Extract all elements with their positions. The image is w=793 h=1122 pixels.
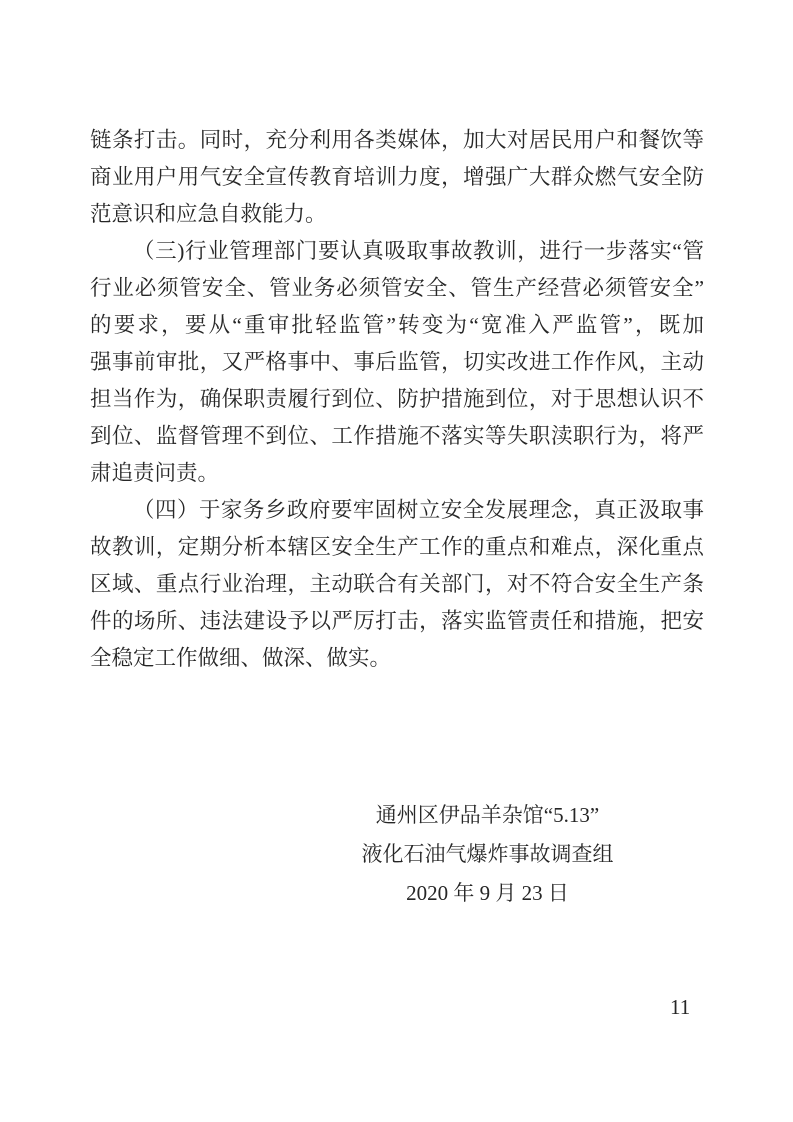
text-line: 区域、重点行业治理，主动联合有关部门，对不符合安全生产条 [90, 572, 704, 596]
signature-org-line-1: 通州区伊品羊杂馆“5.13” [375, 803, 600, 827]
signature-block [310, 796, 665, 913]
text-line: 商业用户用气安全宣传教育培训力度，增强广大群众燃气安全防 [90, 165, 704, 189]
text-line: 担当作为，确保职责履行到位、防护措施到位，对于思想认识不 [90, 387, 704, 411]
text-line: 的要求，要从“重审批轻监管”转变为“宽准入严监管”，既加 [90, 313, 704, 337]
text-line: 全稳定工作做细、做深、做实。 [90, 646, 392, 670]
text-line: 故教训，定期分析本辖区安全生产工作的重点和难点，深化重点 [90, 535, 704, 559]
text-line: 行业必须管安全、管业务必须管安全、管生产经营必须管安全” [90, 276, 704, 300]
document-body [90, 122, 704, 677]
signature-org-line-2: 液化石油气爆炸事故调查组 [361, 842, 614, 866]
page-number: 11 [670, 995, 691, 1019]
text-line: 肃追责问责。 [90, 461, 220, 485]
text-line: 范意识和应急自救能力。 [90, 202, 327, 226]
text-line: （三)行业管理部门要认真吸取事故教训，进行一步落实“管 [133, 239, 704, 263]
signature-date: 2020 年 9 月 23 日 [406, 881, 569, 905]
text-line: 链条打击。同时，充分利用各类媒体，加大对居民用户和餐饮等 [90, 128, 704, 152]
text-line: 强事前审批，又严格事中、事后监管，切实改进工作作风，主动 [90, 350, 704, 374]
text-line: （四）于家务乡政府要牢固树立安全发展理念，真正汲取事 [133, 498, 704, 522]
text-line: 到位、监督管理不到位、工作措施不落实等失职渎职行为，将严 [90, 424, 704, 448]
text-line: 件的场所、违法建设予以严厉打击，落实监管责任和措施，把安 [90, 609, 704, 633]
